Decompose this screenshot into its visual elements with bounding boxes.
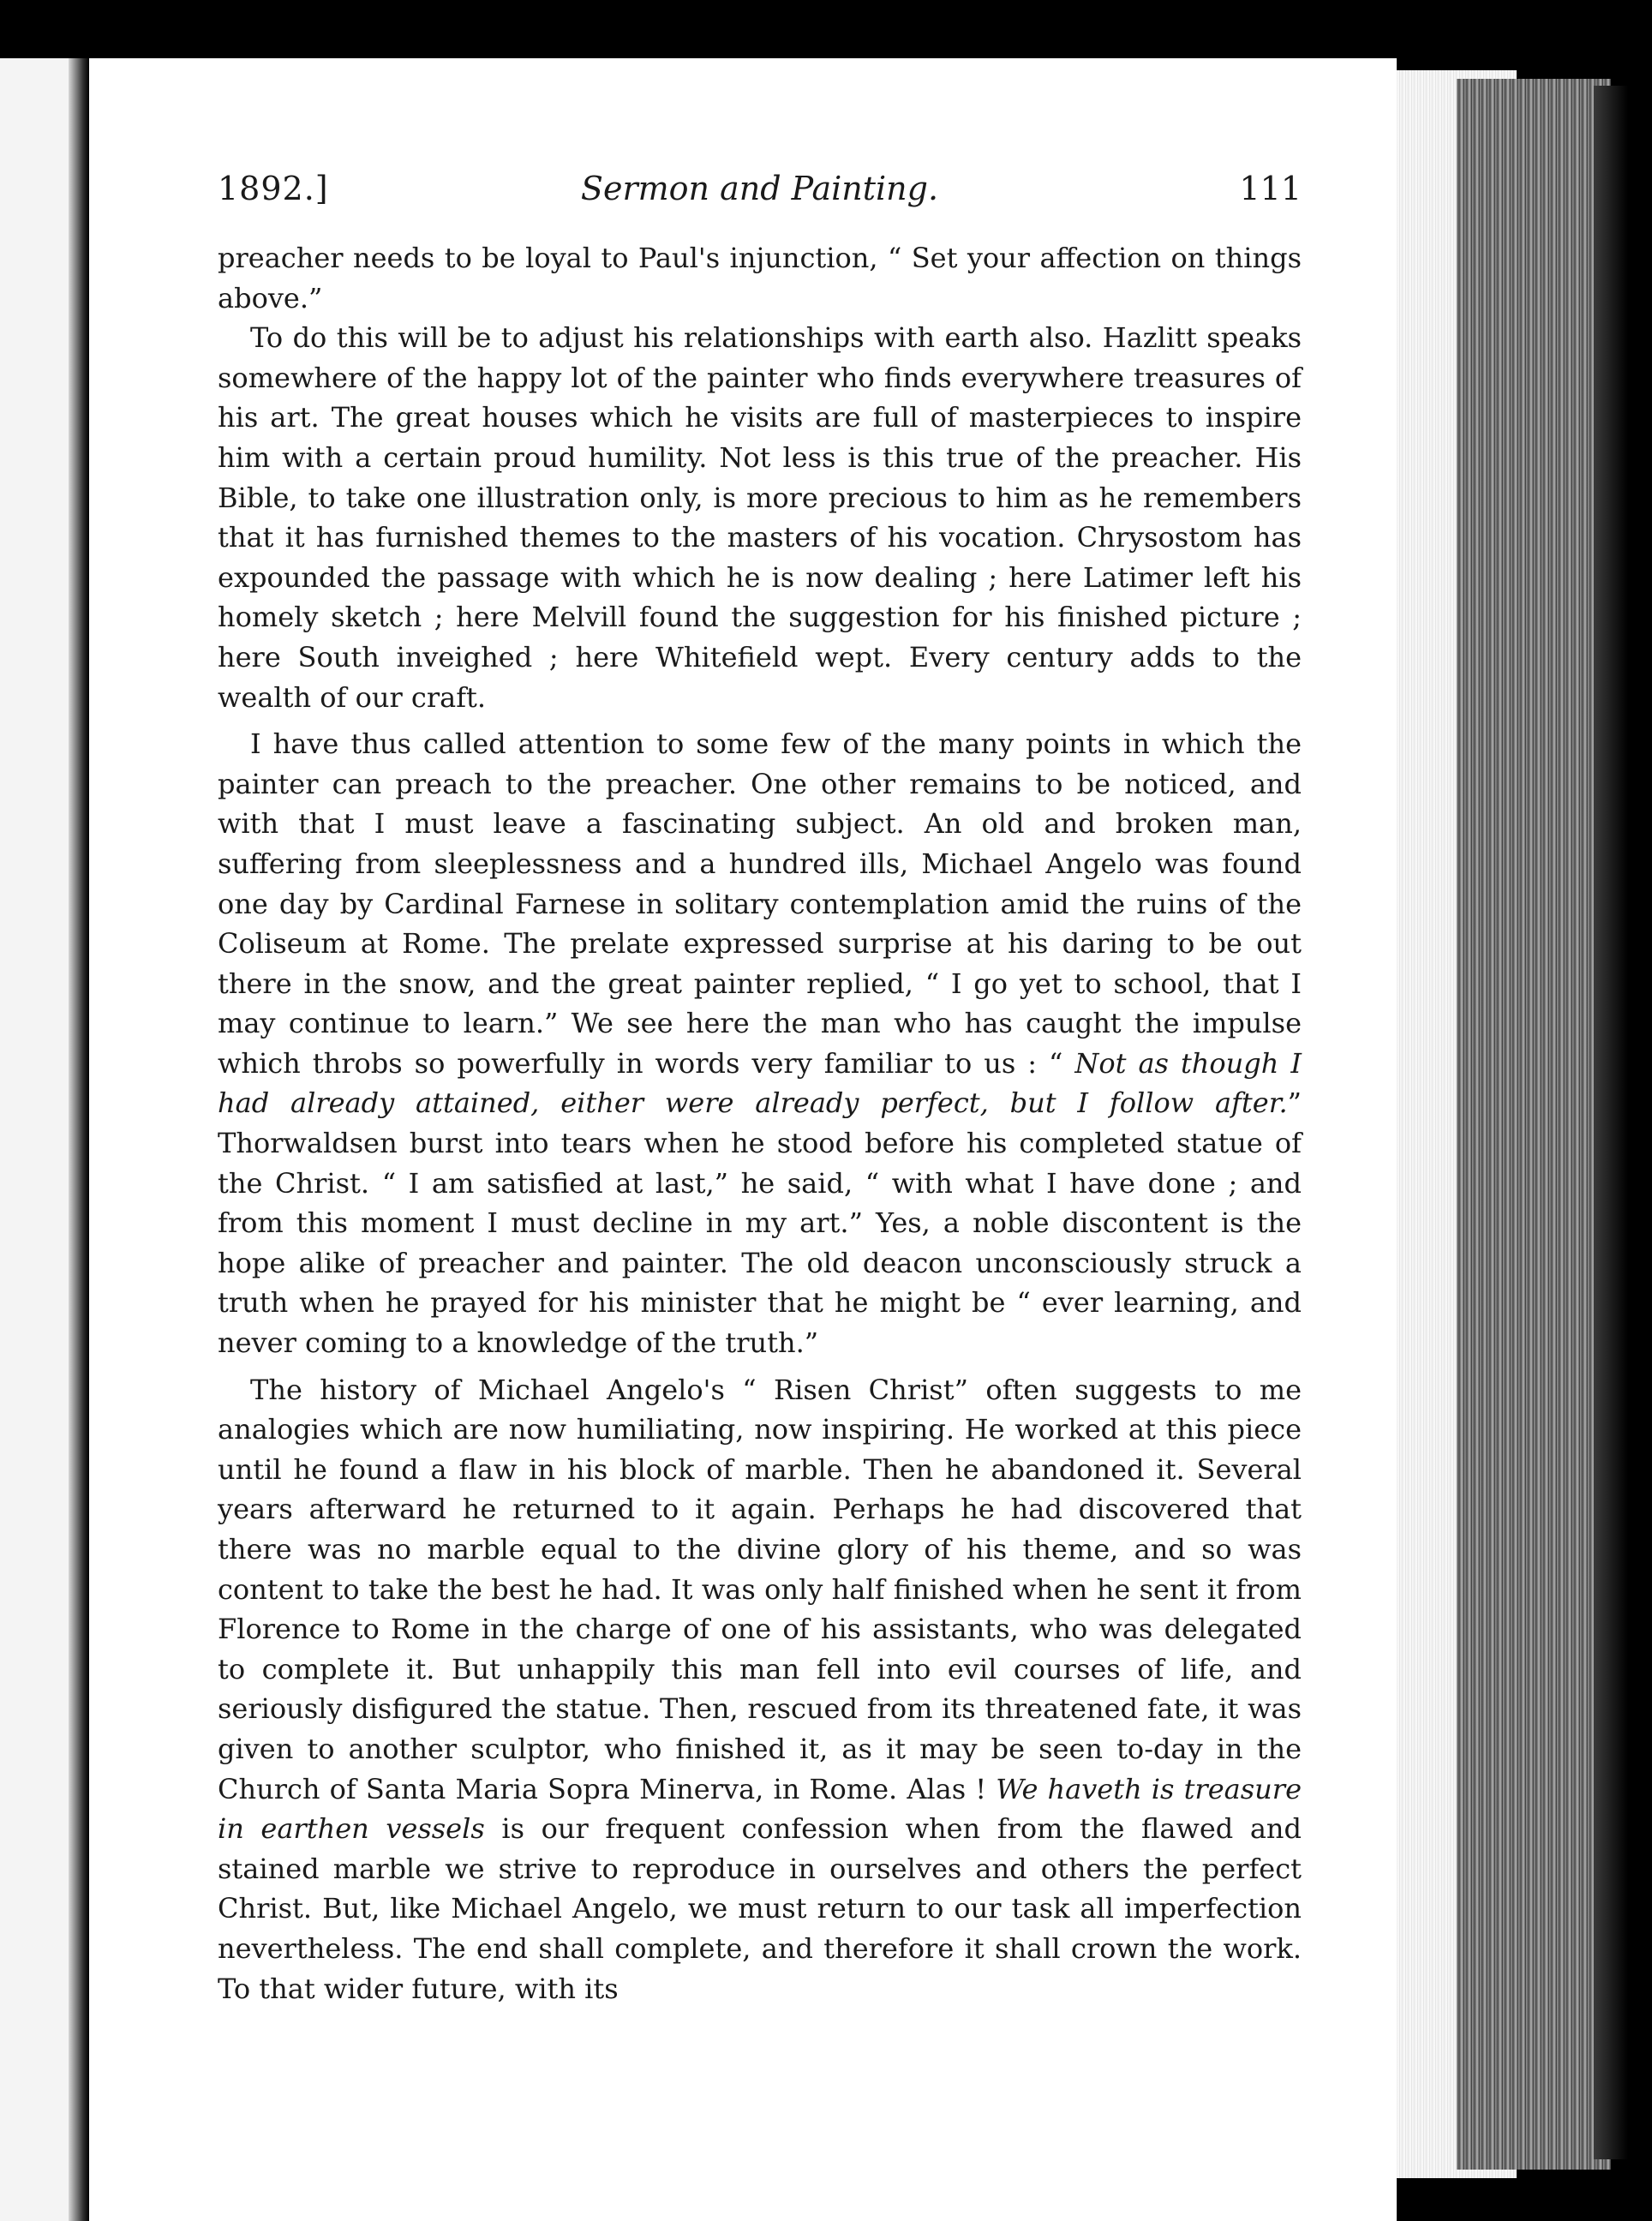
book-fore-edge xyxy=(1457,79,1611,2170)
paragraph xyxy=(218,318,1302,717)
paragraph-text: is our frequent confession when from the flawed and stained marble we strive to reproduce in ourselves and others the perfect Christ. But, like Michael Angelo, we must return to our task all imperfection nevertheless. The end shall complete, and therefore it shall crown the work. To that wider future, with its xyxy=(218,1812,1302,2005)
paragraph-text: ” Thorwaldsen burst into tears when he stood before his completed statue of the Christ. “ I am satisfied at last,” he said, “ with what I have done ; and from this moment I must decline in my art.” Yes, a noble discontent is the hope alike of preacher and painter. The old deacon unconsciously struck a truth when he prayed for his minister that he might be “ ever learning, and never coming to a knowledge of the truth.” xyxy=(218,1087,1302,1360)
paragraph xyxy=(218,724,1302,1363)
book-fore-edge-shadow xyxy=(1594,86,1628,2159)
page-text-block xyxy=(218,170,1302,2008)
running-head-title: Sermon and Painting. xyxy=(580,170,939,207)
body-text xyxy=(218,238,1302,2008)
paragraph-text: I have thus called attention to some few of the many points in which the painter can preach to the preacher. One other remains to be noticed, and with that I must leave a fascinating subject. An old and broken man, suffering from sleeplessness and a hundred ills, Michael Angelo was found one day by Cardinal Farnese in solitary contemplation amid the ruins of the Coliseum at Rome. The prelate expressed surprise at his daring to be out there in the snow, and the great painter replied, “ I go yet to school, that I may continue to learn.” We see here the man who has caught the impulse which throbs so powerfully in words very familiar to us : “ xyxy=(218,727,1302,1080)
running-head-year: 1892.] xyxy=(218,170,329,207)
paragraph xyxy=(218,1370,1302,2009)
gutter-shadow xyxy=(69,58,89,2221)
running-head xyxy=(218,170,1302,238)
italic-quotation: Not as though I had already attained, either were already perfect, but I follow after. xyxy=(218,1046,1302,1120)
italic-quotation: We haveth is treasure in earthen vessels xyxy=(218,1772,1302,1846)
book-page xyxy=(89,58,1397,2221)
paragraph-text: To do this will be to adjust his relationships with earth also. Hazlitt speaks somewhere of the happy lot of the painter who finds everywhere treasures of his art. The great houses which he visits are full of masterpieces to inspire him with a certain proud humility. Not less is this true of the preacher. His Bible, to take one illustration only, is more precious to him as he remembers that it has furnished themes to the masters of his vocation. Chrysostom has expounded the passage with which he is now dealing ; here Latimer left his homely sketch ; here Melvill found the suggestion for his finished picture ; here South inveighed ; here Whitefield wept. Every century adds to the wealth of our craft. xyxy=(218,321,1302,714)
left-page-edge xyxy=(0,58,74,2221)
paragraph-continued xyxy=(218,238,1302,318)
paragraph-text: preacher needs to be loyal to Paul's injunction, “ Set your affection on things above.” xyxy=(218,242,1302,314)
page-number: 111 xyxy=(1239,170,1302,207)
paragraph-text: The history of Michael Angelo's “ Risen Christ” often suggests to me analogies which are now humiliating, now inspiring. He worked at this piece until he found a flaw in his block of marble. Then he abandoned it. Several years afterward he returned to it again. Perhaps he had discovered that there was no marble equal to the divine glory of his theme, and so was content to take the best he had. It was only half finished when he sent it from Florence to Rome in the charge of one of his assistants, who was delegated to complete it. But unhappily this man fell into evil courses of life, and seriously disfigured the statue. Then, rescued from its threatened fate, it was given to another sculptor, who finished it, as it may be seen to-day in the Church of Santa Maria Sopra Minerva, in Rome. Alas ! xyxy=(218,1373,1302,1805)
